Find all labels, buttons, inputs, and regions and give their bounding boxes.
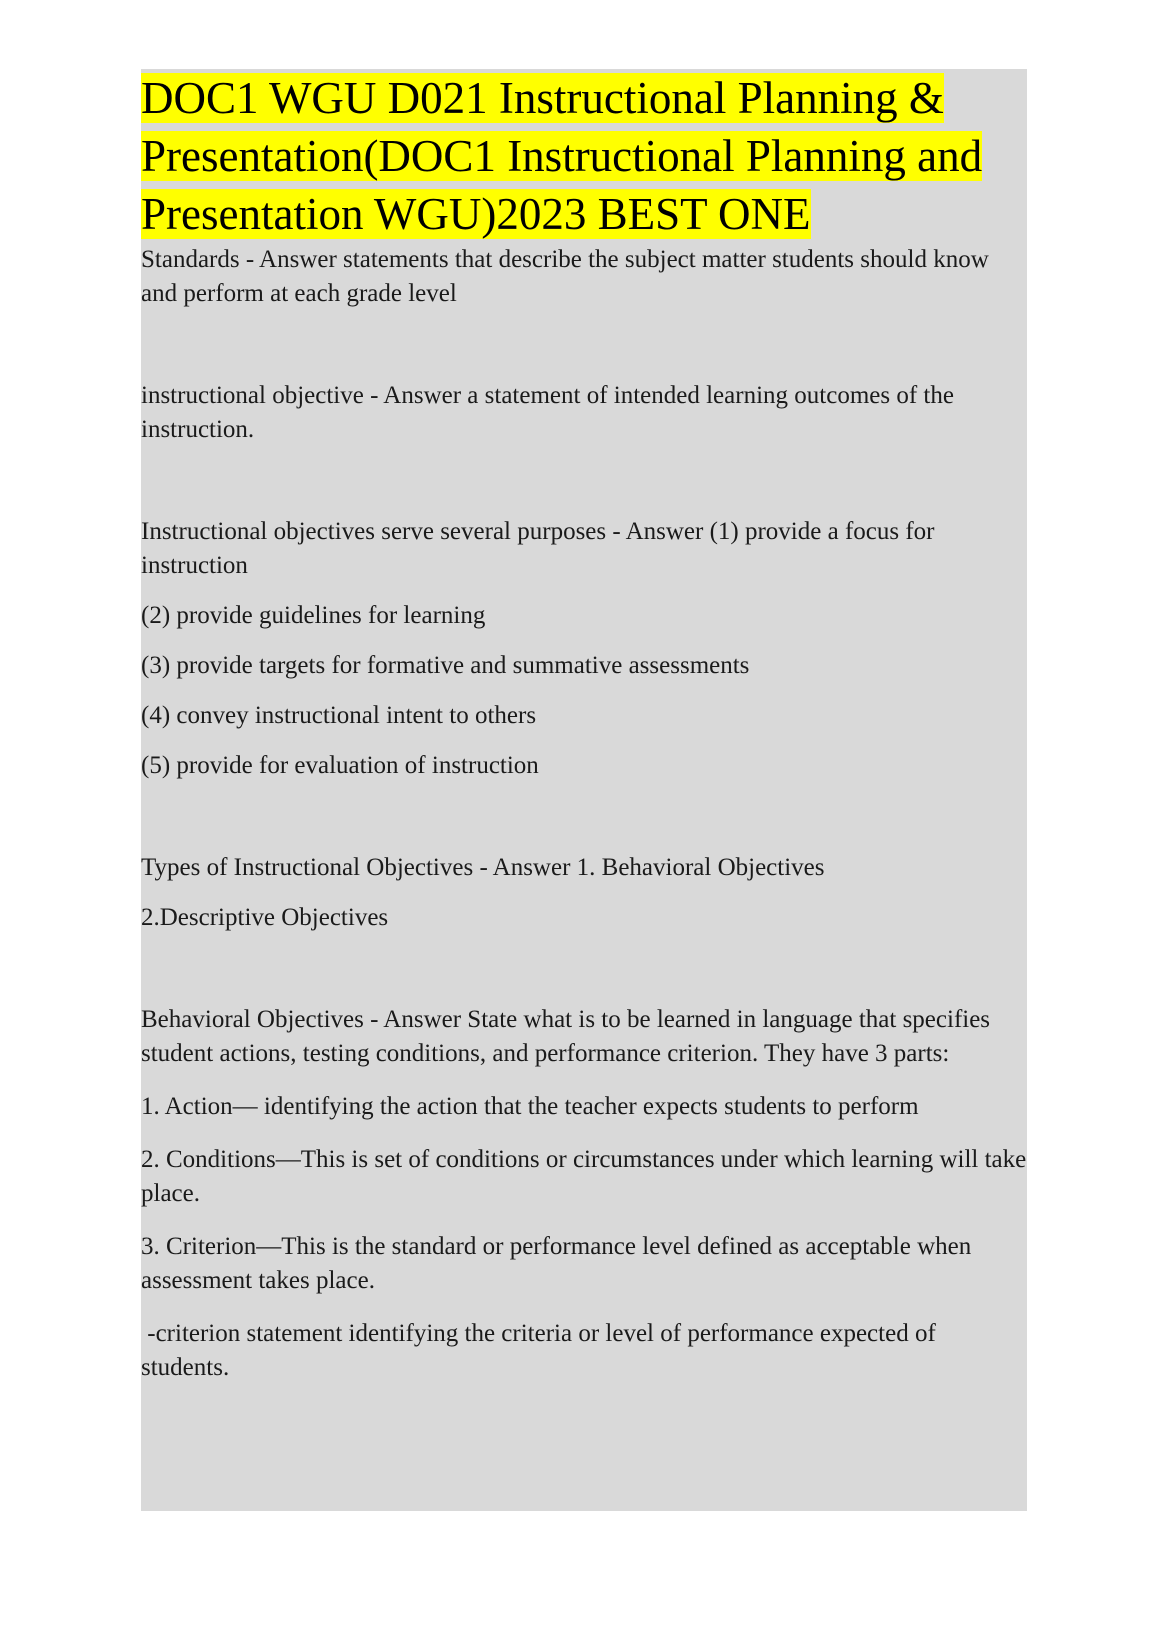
purpose-item-5: (5) provide for evaluation of instruction	[141, 752, 539, 779]
document-title	[141, 69, 1027, 243]
purpose-item-4: (4) convey instructional intent to others	[141, 702, 537, 729]
paragraph-instructional-objective: instructional objective - Answer a statement of intended learning outcomes of the instruction.	[141, 382, 954, 443]
paragraph-objective-types: Types of Instructional Objectives - Answer 1. Behavioral Objectives	[141, 854, 825, 881]
document-title-highlight: DOC1 WGU D021 Instructional Planning & Presentation(DOC1 Instructional Planning and Presentation WGU)2023 BEST ONE	[141, 73, 983, 239]
objective-type-2: 2.Descriptive Objectives	[141, 904, 389, 931]
paragraph-objective-purposes: Instructional objectives serve several purposes - Answer (1) provide a focus for instruction	[141, 518, 935, 579]
purpose-item-2: (2) provide guidelines for learning	[141, 602, 486, 629]
part-conditions: 2. Conditions—This is set of conditions or circumstances under which learning will take place.	[141, 1146, 1027, 1207]
part-action: 1. Action— identifying the action that the teacher expects students to perform	[141, 1093, 919, 1120]
part-criterion: 3. Criterion—This is the standard or performance level defined as acceptable when assessment takes place.	[141, 1233, 972, 1294]
paragraph-behavioral-objectives: Behavioral Objectives - Answer State what is to be learned in language that specifies student actions, testing conditions, and performance criterion. They have 3 parts:	[141, 1006, 991, 1067]
criterion-statement: -criterion statement identifying the criteria or level of performance expected of students.	[141, 1320, 943, 1381]
paragraph-standards: Standards - Answer statements that describe the subject matter students should know and perform at each grade level	[141, 246, 989, 307]
purpose-item-3: (3) provide targets for formative and summative assessments	[141, 652, 750, 679]
document-content	[141, 69, 1027, 1385]
